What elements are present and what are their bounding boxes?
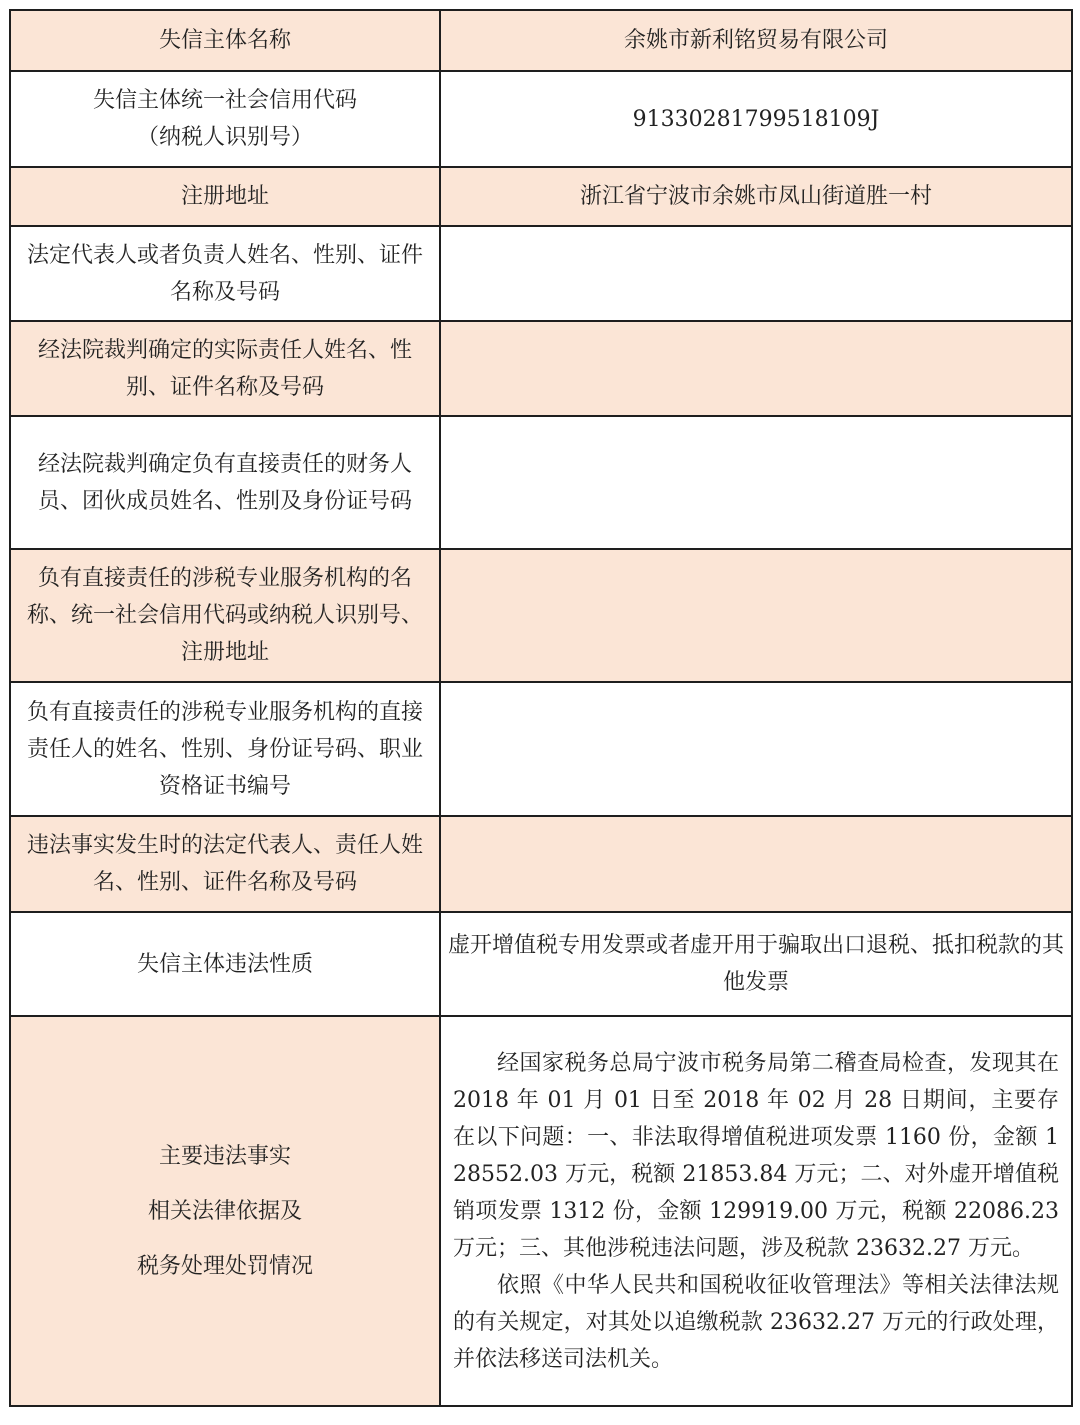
violation-nature-value: 虚开增值税专用发票或者虚开用于骗取出口退税、抵扣税款的其他发票 bbox=[440, 912, 1072, 1016]
service-agency-value bbox=[440, 549, 1072, 682]
row-registered-address bbox=[10, 167, 1072, 226]
row-service-agency bbox=[10, 549, 1072, 682]
row-violation-nature bbox=[10, 912, 1072, 1016]
facts-paragraph-2: 依照《中华人民共和国税收征收管理法》等相关法律法规的有关规定，对其处以追缴税款 23632.27 万元的行政处理，并依法移送司法机关。 bbox=[453, 1272, 1059, 1372]
row-finance-staff bbox=[10, 416, 1072, 549]
row-actual-responsible bbox=[10, 321, 1072, 416]
row-agency-responsible bbox=[10, 682, 1072, 816]
violation-nature-label: 失信主体违法性质 bbox=[10, 912, 440, 1016]
main-facts-value bbox=[440, 1016, 1072, 1406]
facts-label-line-3: 税务处理处罚情况 bbox=[136, 1253, 313, 1279]
service-agency-label: 负有直接责任的涉税专业服务机构的名称、统一社会信用代码或纳税人识别号、注册地址 bbox=[10, 549, 440, 682]
violation-time-representative-value bbox=[440, 816, 1072, 912]
registered-address-value: 浙江省宁波市余姚市凤山街道胜一村 bbox=[440, 167, 1072, 226]
legal-representative-value bbox=[440, 226, 1072, 321]
legal-representative-label: 法定代表人或者负责人姓名、性别、证件名称及号码 bbox=[10, 226, 440, 321]
actual-responsible-label: 经法院裁判确定的实际责任人姓名、性别、证件名称及号码 bbox=[10, 321, 440, 416]
row-main-facts bbox=[10, 1016, 1072, 1406]
credit-code-label: 失信主体统一社会信用代码 （纳税人识别号） bbox=[10, 71, 440, 167]
row-violation-time-representative bbox=[10, 816, 1072, 912]
facts-paragraph-1: 经国家税务总局宁波市税务局第二稽查局检查，发现其在 2018 年 01 月 01 日至 2018 年 02 月 28 日期间，主要存在以下问题：一、非法取得增值税进项发票 1160 份，金额 128552.03 万元，税额 21853.84 万元；二、对外虚开增值税销项发票 1312 份，金额 129919.00 万元，税额 22086.23 万元；三、其他涉税违法问题，涉及税款 23632.27 万元。 bbox=[453, 1050, 1059, 1261]
tax-record-table bbox=[9, 9, 1073, 1407]
finance-staff-label: 经法院裁判确定负有直接责任的财务人员、团伙成员姓名、性别及身份证号码 bbox=[10, 416, 440, 549]
entity-name-value: 余姚市新利铭贸易有限公司 bbox=[440, 10, 1072, 71]
agency-responsible-value bbox=[440, 682, 1072, 816]
registered-address-label: 注册地址 bbox=[10, 167, 440, 226]
facts-label-line-1: 主要违法事实 bbox=[158, 1143, 291, 1169]
finance-staff-value bbox=[440, 416, 1072, 549]
entity-name-label: 失信主体名称 bbox=[10, 10, 440, 71]
row-credit-code bbox=[10, 71, 1072, 167]
violation-time-representative-label: 违法事实发生时的法定代表人、责任人姓名、性别、证件名称及号码 bbox=[10, 816, 440, 912]
actual-responsible-value bbox=[440, 321, 1072, 416]
main-facts-label bbox=[10, 1016, 440, 1406]
credit-code-value: 91330281799518109J bbox=[440, 71, 1072, 167]
row-legal-representative bbox=[10, 226, 1072, 321]
row-entity-name bbox=[10, 10, 1072, 71]
agency-responsible-label: 负有直接责任的涉税专业服务机构的直接责任人的姓名、性别、身份证号码、职业资格证书编号 bbox=[10, 682, 440, 816]
facts-label-line-2: 相关法律依据及 bbox=[147, 1198, 302, 1224]
